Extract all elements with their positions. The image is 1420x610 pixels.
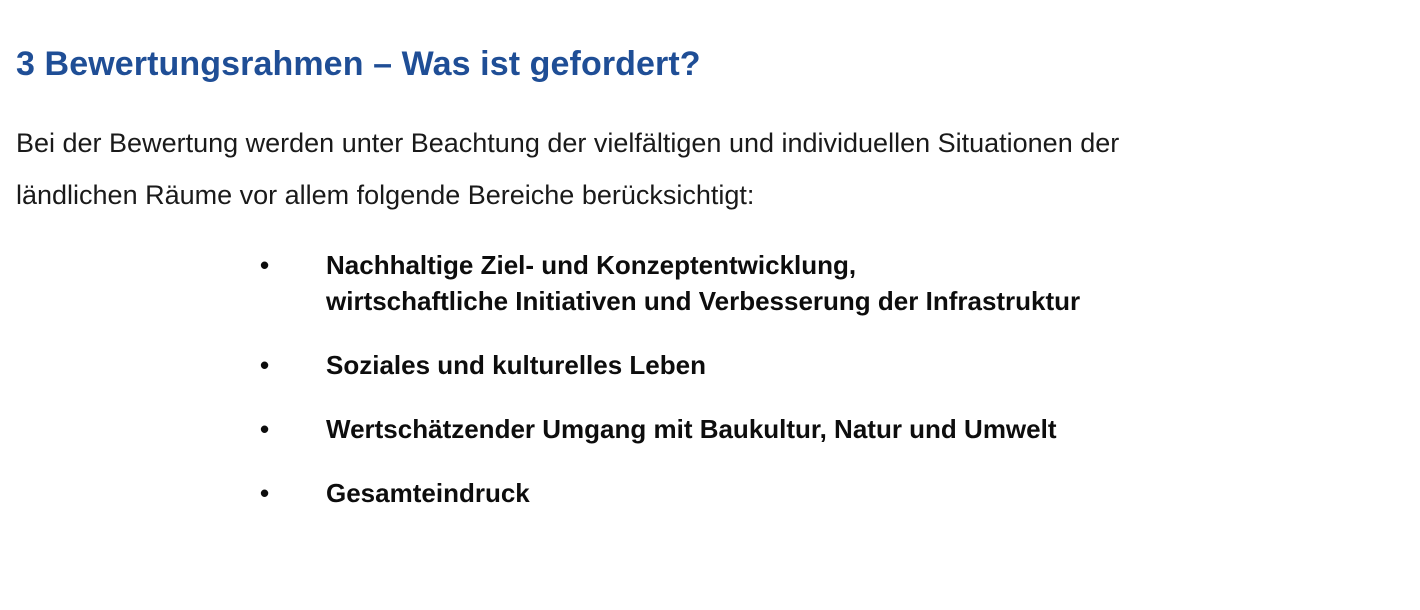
list-item-line-1: Wertschätzender Umgang mit Baukultur, Natur und Umwelt	[326, 413, 1057, 444]
list-item-line-1: Soziales und kulturelles Leben	[326, 349, 706, 380]
list-item-text	[326, 476, 1400, 512]
bullet-point-icon: •	[260, 250, 270, 280]
bullet-list	[260, 248, 1400, 539]
list-item	[260, 248, 1400, 320]
list-item-line-1: Nachhaltige Ziel- und Konzeptentwicklung,	[326, 250, 857, 280]
list-item	[260, 476, 1400, 512]
intro-line-1: Bei der Bewertung werden unter Beachtung der vielfältigen und individuellen Situationen der	[16, 128, 1120, 158]
list-item-text	[326, 348, 1400, 384]
bullet-point-icon: •	[260, 413, 270, 444]
bullet-point-icon: •	[260, 349, 270, 380]
list-item-text	[326, 412, 1400, 448]
list-item	[260, 348, 1400, 384]
bullet-point-icon: •	[260, 477, 270, 508]
intro-line-2: ländlichen Räume vor allem folgende Bereiche berücksichtigt:	[16, 179, 755, 210]
list-item-line-1: Gesamteindruck	[326, 477, 530, 508]
page-title: 3 Bewertungsrahmen – Was ist gefordert?	[16, 44, 701, 83]
list-item	[260, 412, 1400, 448]
list-item-text	[326, 248, 1400, 320]
list-item-line-2: wirtschaftliche Initiativen und Verbesserung der Infrastruktur	[326, 285, 1081, 316]
intro-paragraph	[16, 118, 1408, 222]
